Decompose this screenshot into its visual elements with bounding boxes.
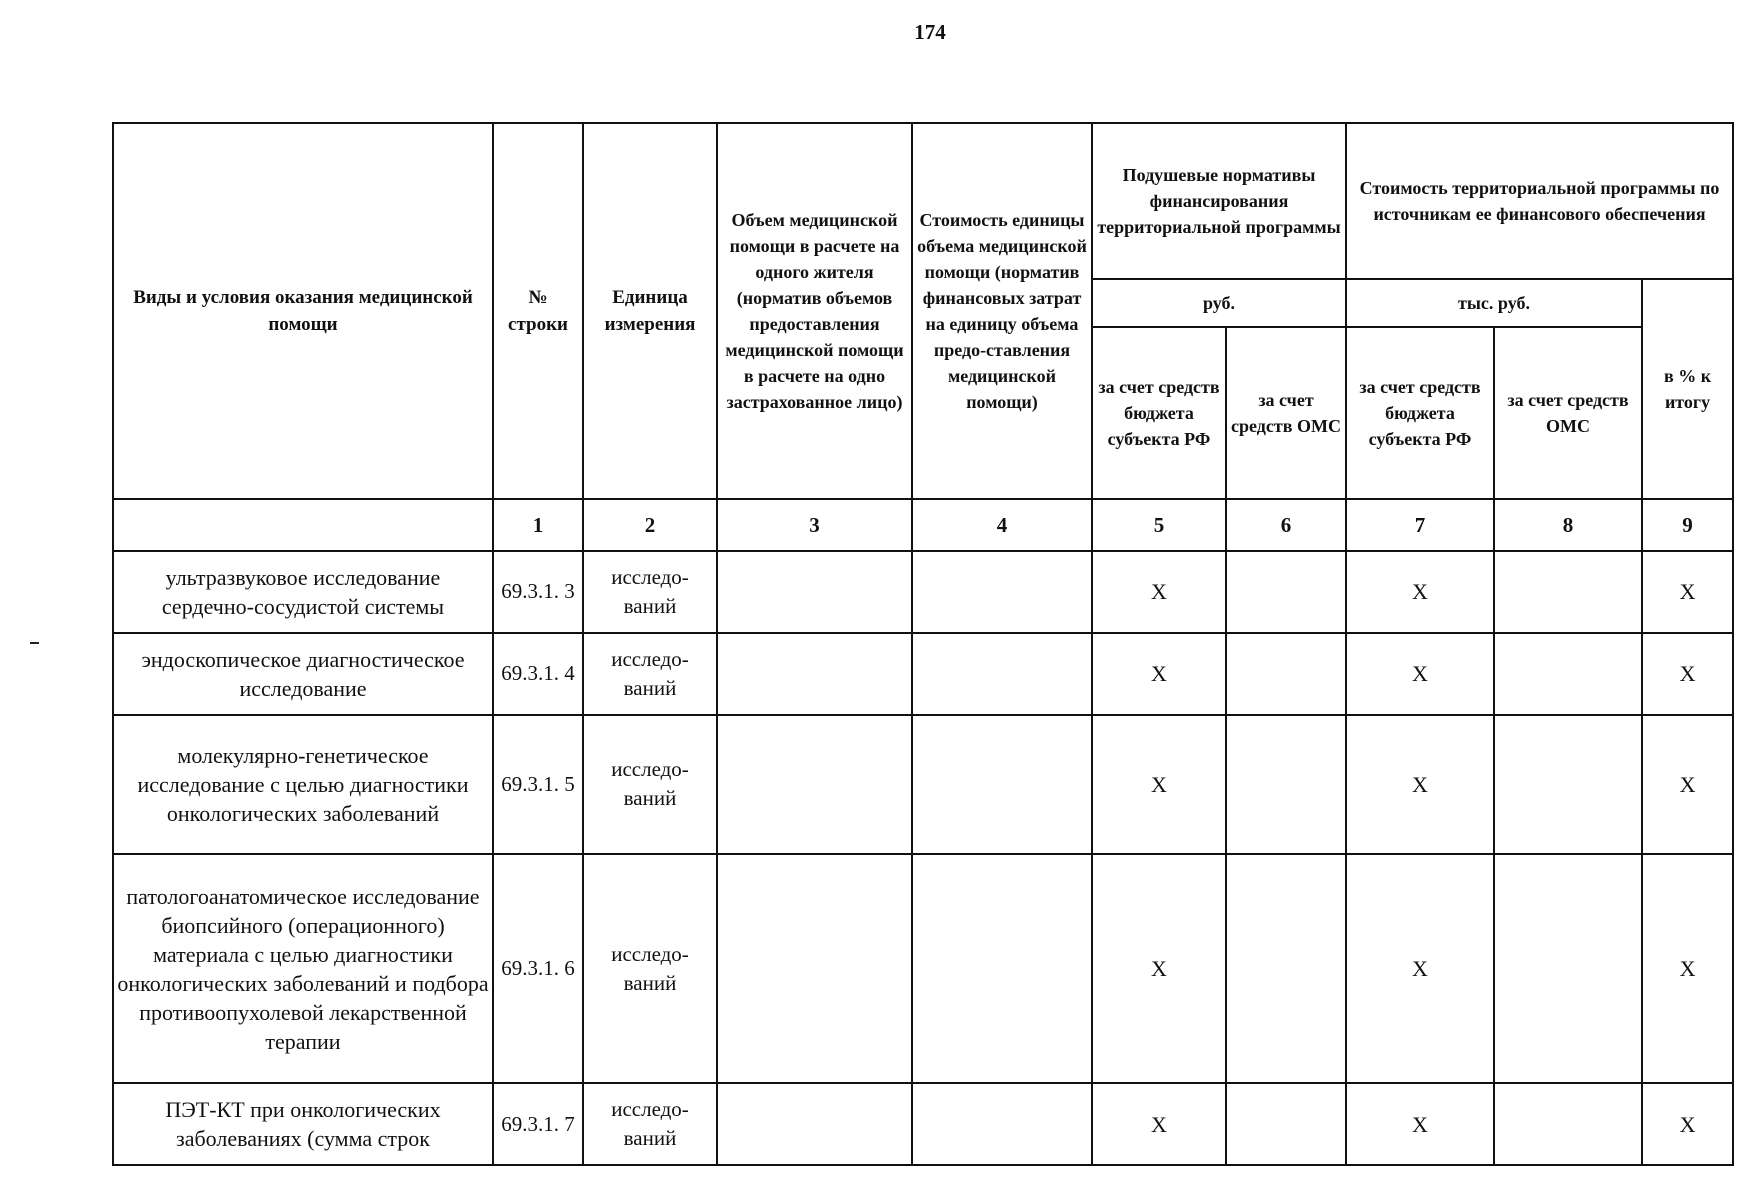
column-number: 7 xyxy=(1346,499,1494,551)
header-unit: Единица измерения xyxy=(583,123,717,499)
cell-percent: X xyxy=(1642,1083,1733,1165)
column-number xyxy=(113,499,493,551)
row-name: эндоскопическое диагностическое исследование xyxy=(113,633,493,715)
cell-volume xyxy=(717,633,912,715)
column-number: 5 xyxy=(1092,499,1226,551)
cell-oms-rub xyxy=(1226,715,1346,854)
cell-percent: X xyxy=(1642,715,1733,854)
cell-oms-rub xyxy=(1226,854,1346,1083)
row-unit: исследо-ваний xyxy=(583,854,717,1083)
header-cost: Стоимость единицы объема медицинской помощи (норматив финансовых затрат на единицу объема предо-ставления медицинской помощи) xyxy=(912,123,1092,499)
column-number: 9 xyxy=(1642,499,1733,551)
cell-percent: X xyxy=(1642,854,1733,1083)
cell-budget-rub: X xyxy=(1092,551,1226,633)
row-code: 69.3.1. 6 xyxy=(493,854,583,1083)
cell-budget-rub: X xyxy=(1092,715,1226,854)
header-volume: Объем медицинской помощи в расчете на одного жителя (норматив объемов предоставления медицинской помощи в расчете на одно застрахованное лицо) xyxy=(717,123,912,499)
table-row xyxy=(113,854,1733,1083)
cell-volume xyxy=(717,854,912,1083)
header-budget-rub: за счет средств бюджета субъекта РФ xyxy=(1092,327,1226,499)
header-budget-thous: за счет средств бюджета субъекта РФ xyxy=(1346,327,1494,499)
table-row xyxy=(113,715,1733,854)
header-oms-thous: за счет средств ОМС xyxy=(1494,327,1642,499)
table-row xyxy=(113,633,1733,715)
cell-budget-thous: X xyxy=(1346,854,1494,1083)
table-row xyxy=(113,551,1733,633)
cell-percent: X xyxy=(1642,551,1733,633)
header-program-cost: Стоимость территориальной программы по источникам ее финансового обеспечения xyxy=(1346,123,1733,279)
cell-cost xyxy=(912,551,1092,633)
header-thous-rub: тыс. руб. xyxy=(1346,279,1642,327)
header-row-no: № строки xyxy=(493,123,583,499)
row-unit: исследо-ваний xyxy=(583,1083,717,1165)
header-percapita: Подушевые нормативы финансирования территориальной программы xyxy=(1092,123,1346,279)
row-code: 69.3.1. 3 xyxy=(493,551,583,633)
cell-oms-thous xyxy=(1494,633,1642,715)
row-name: молекулярно-генетическое исследование с целью диагностики онкологических заболеваний xyxy=(113,715,493,854)
row-unit: исследо-ваний xyxy=(583,715,717,854)
cell-volume xyxy=(717,1083,912,1165)
column-number: 6 xyxy=(1226,499,1346,551)
table-row xyxy=(113,1083,1733,1165)
cell-budget-rub: X xyxy=(1092,633,1226,715)
cell-volume xyxy=(717,715,912,854)
cell-oms-rub xyxy=(1226,633,1346,715)
cell-cost xyxy=(912,715,1092,854)
cell-budget-rub: X xyxy=(1092,1083,1226,1165)
row-unit: исследо-ваний xyxy=(583,551,717,633)
cell-budget-thous: X xyxy=(1346,1083,1494,1165)
page-number: 174 xyxy=(914,20,946,44)
row-unit: исследо-ваний xyxy=(583,633,717,715)
row-code: 69.3.1. 4 xyxy=(493,633,583,715)
header-rub: руб. xyxy=(1092,279,1346,327)
column-number: 2 xyxy=(583,499,717,551)
cell-oms-thous xyxy=(1494,551,1642,633)
financing-table xyxy=(112,122,1734,1166)
cell-percent: X xyxy=(1642,633,1733,715)
cell-budget-rub: X xyxy=(1092,854,1226,1083)
header-oms-rub: за счет средств ОМС xyxy=(1226,327,1346,499)
cell-volume xyxy=(717,551,912,633)
row-name: ПЭТ-КТ при онкологических заболеваниях (сумма строк xyxy=(113,1083,493,1165)
column-number: 1 xyxy=(493,499,583,551)
row-code: 69.3.1. 7 xyxy=(493,1083,583,1165)
cell-oms-thous xyxy=(1494,854,1642,1083)
cell-oms-rub xyxy=(1226,551,1346,633)
cell-cost xyxy=(912,633,1092,715)
cell-oms-thous xyxy=(1494,715,1642,854)
cell-oms-thous xyxy=(1494,1083,1642,1165)
cell-oms-rub xyxy=(1226,1083,1346,1165)
cell-budget-thous: X xyxy=(1346,633,1494,715)
header-type: Виды и условия оказания медицинской помощи xyxy=(113,123,493,499)
column-number: 3 xyxy=(717,499,912,551)
row-name: ультразвуковое исследование сердечно-сосудистой системы xyxy=(113,551,493,633)
row-code: 69.3.1. 5 xyxy=(493,715,583,854)
cell-budget-thous: X xyxy=(1346,551,1494,633)
cell-cost xyxy=(912,854,1092,1083)
cell-budget-thous: X xyxy=(1346,715,1494,854)
margin-mark xyxy=(30,642,39,644)
cell-cost xyxy=(912,1083,1092,1165)
header-percent: в % к итогу xyxy=(1642,279,1733,499)
column-number: 8 xyxy=(1494,499,1642,551)
row-name: патологоанатомическое исследование биопсийного (операционного) материала с целью диагностики онкологических заболеваний и подбора противоопухолевой лекарственной терапии xyxy=(113,854,493,1083)
column-number: 4 xyxy=(912,499,1092,551)
